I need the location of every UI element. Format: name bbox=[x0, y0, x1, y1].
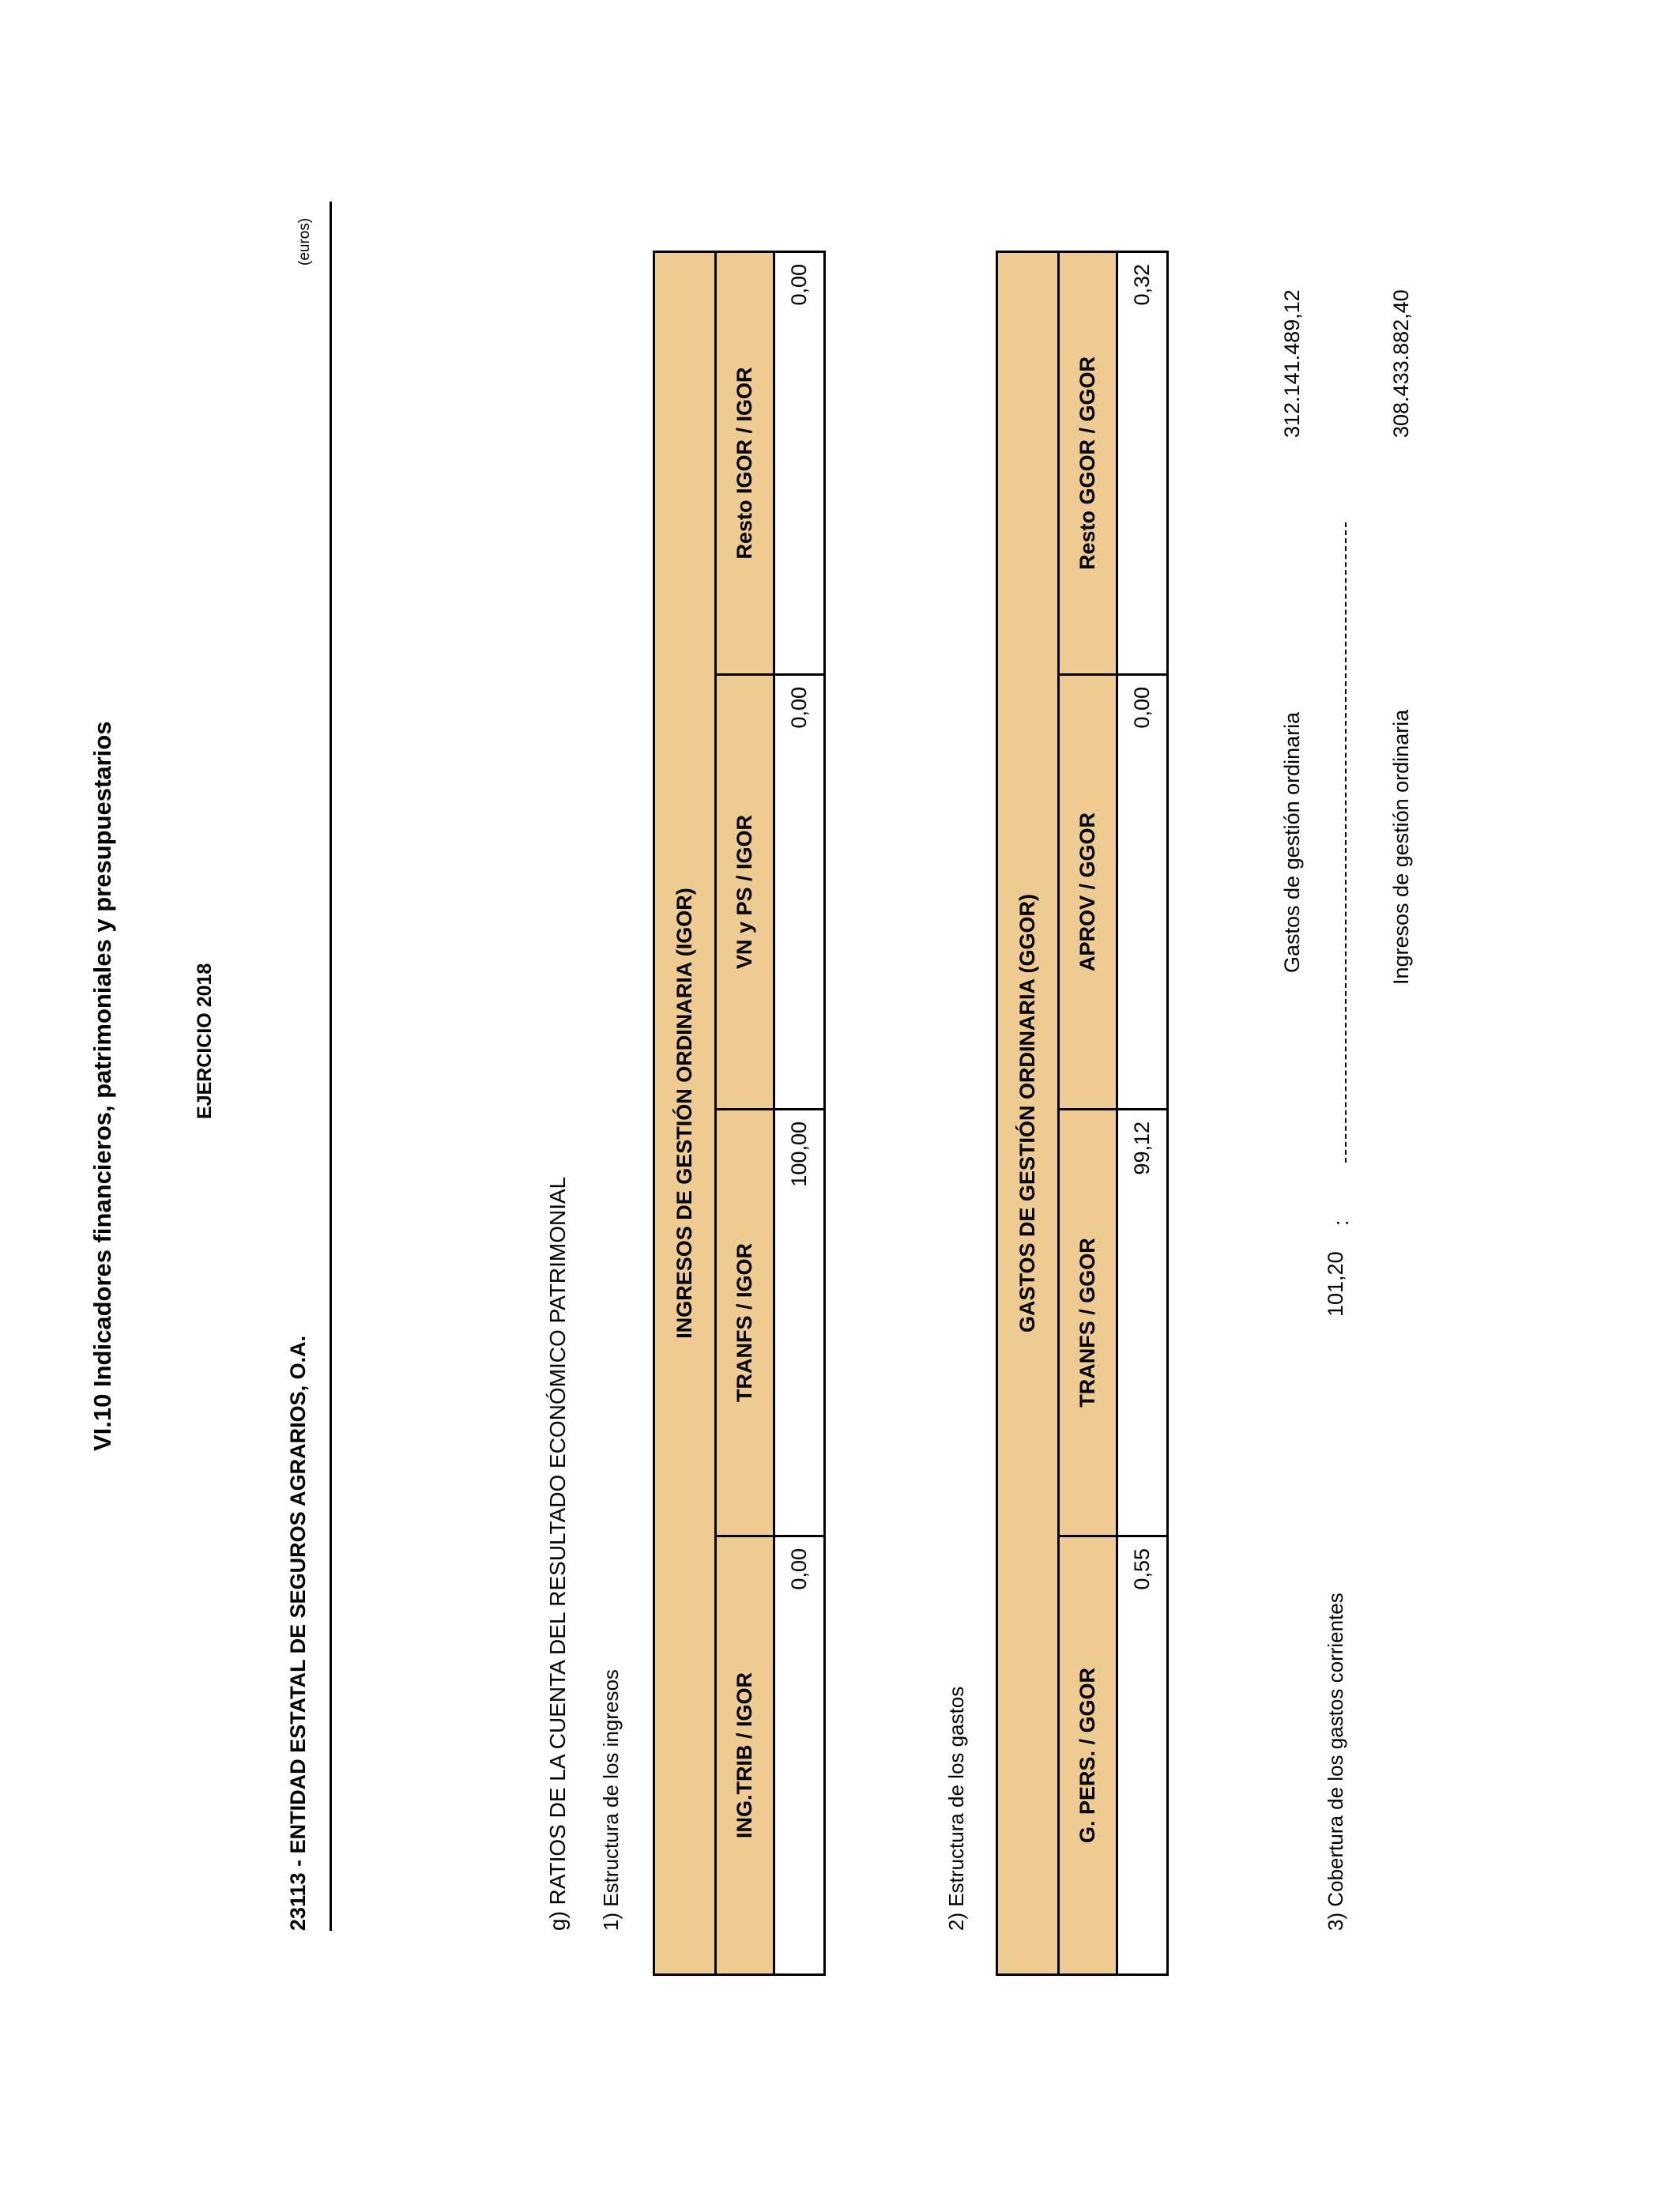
income-col-header: VN y PS / IGOR bbox=[716, 675, 774, 1110]
coverage-separator: : bbox=[1329, 1220, 1353, 1226]
fraction-line bbox=[1345, 522, 1347, 1163]
income-ratio-table bbox=[653, 251, 826, 1976]
expense-col-header: G. PERS. / GGOR bbox=[1059, 1536, 1117, 1975]
report-title: VI.10 Indicadores financieros, patrimoniales y presupuestarios bbox=[89, 721, 116, 1451]
expense-structure-label: 2) Estructura de los gastos bbox=[944, 1686, 968, 1931]
expense-value-cell: 99,12 bbox=[1117, 1110, 1168, 1536]
header-rule bbox=[330, 202, 332, 1931]
expense-ratio-table bbox=[996, 251, 1169, 1976]
denominator-value: 308.433.882,40 bbox=[1389, 289, 1413, 438]
expense-col-header: APROV / GGOR bbox=[1059, 675, 1117, 1110]
coverage-label: 3) Cobertura de los gastos corrientes bbox=[1324, 1593, 1347, 1931]
exercise-label: EJERCICIO 2018 bbox=[194, 963, 216, 1119]
expense-value-cell: 0,32 bbox=[1117, 251, 1168, 674]
numerator-value: 312.141.489,12 bbox=[1280, 289, 1304, 438]
income-value-cell: 0,00 bbox=[774, 1536, 825, 1975]
denominator-label: Ingresos de gestión ordinaria bbox=[1389, 709, 1413, 985]
coverage-ratio-value: 101,20 bbox=[1324, 1251, 1347, 1317]
income-value-cell: 0,00 bbox=[774, 675, 825, 1110]
income-group-header: INGRESOS DE GESTIÓN ORDINARIA (IGOR) bbox=[654, 251, 716, 1974]
expense-col-header: Resto GGOR / GGOR bbox=[1059, 251, 1117, 674]
currency-note: (euros) bbox=[296, 217, 313, 266]
income-col-header: ING.TRIB / IGOR bbox=[716, 1536, 774, 1975]
income-col-header: TRANFS / IGOR bbox=[716, 1110, 774, 1536]
entity-name: 23113 - ENTIDAD ESTATAL DE SEGUROS AGRARIOS, O.A. bbox=[286, 1335, 310, 1931]
expense-value-cell: 0,00 bbox=[1117, 675, 1168, 1110]
expense-value-cell: 0,55 bbox=[1117, 1536, 1168, 1975]
income-value-cell: 100,00 bbox=[774, 1110, 825, 1536]
expense-group-header: GASTOS DE GESTIÓN ORDINARIA (GGOR) bbox=[997, 251, 1059, 1974]
expense-col-header: TRANFS / GGOR bbox=[1059, 1110, 1117, 1536]
numerator-label: Gastos de gestión ordinaria bbox=[1280, 711, 1304, 973]
income-value-cell: 0,00 bbox=[774, 251, 825, 674]
income-structure-label: 1) Estructura de los ingresos bbox=[599, 1669, 623, 1931]
section-title: g) RATIOS DE LA CUENTA DEL RESULTADO ECONÓMICO PATRIMONIAL bbox=[545, 1176, 570, 1931]
income-col-header: Resto IGOR / IGOR bbox=[716, 251, 774, 674]
